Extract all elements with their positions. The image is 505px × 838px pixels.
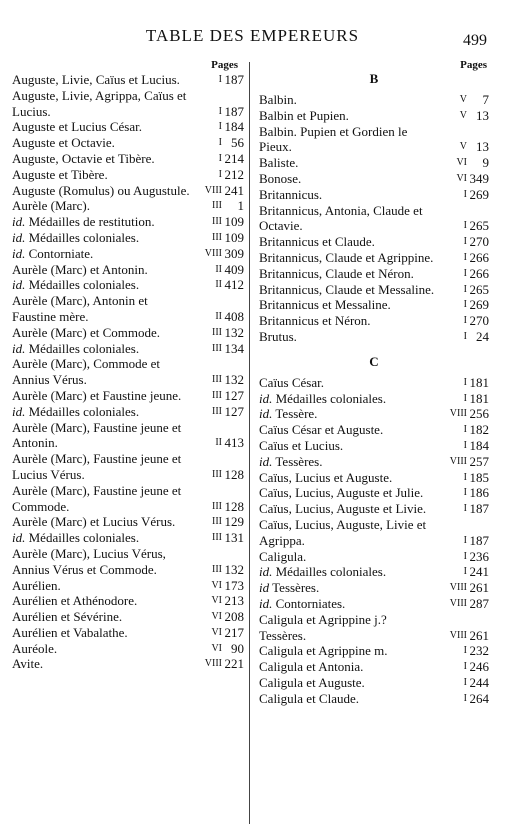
entry-text: Auguste et Lucius César. bbox=[12, 119, 142, 135]
entry-text: Caïus César. bbox=[259, 374, 324, 390]
index-entry bbox=[259, 187, 489, 203]
entry-page: 261 bbox=[469, 580, 489, 596]
entry-list bbox=[12, 72, 244, 672]
index-entry bbox=[12, 167, 244, 183]
entry-list bbox=[259, 375, 489, 707]
entry-page: 212 bbox=[224, 166, 244, 182]
entry-text: id. Médailles coloniales. bbox=[12, 340, 140, 356]
entry-volume: I bbox=[463, 283, 467, 295]
entry-text: Auguste, Octavie et Tibère. bbox=[12, 150, 155, 166]
index-entry bbox=[259, 422, 489, 438]
entry-text: id. Médailles coloniales. bbox=[259, 564, 387, 580]
entry-volume: I bbox=[463, 692, 467, 704]
column-divider bbox=[249, 62, 250, 824]
index-entry bbox=[259, 234, 489, 250]
index-entry bbox=[12, 151, 244, 167]
index-entry bbox=[259, 155, 489, 171]
entry-volume: III bbox=[212, 389, 222, 401]
entry-volume: I bbox=[463, 534, 467, 546]
entry-page: 182 bbox=[469, 422, 489, 438]
entry-page: 309 bbox=[224, 245, 244, 261]
entry-text: Aurèle (Marc), Faustine jeune et Lucius Vérus. bbox=[12, 451, 182, 482]
entry-page: 270 bbox=[469, 313, 489, 329]
pages-header: Pages bbox=[460, 59, 487, 71]
entry-text: Britannicus, Antonia, Claude et Octavie. bbox=[259, 202, 423, 234]
index-entry bbox=[12, 451, 244, 483]
index-entry bbox=[12, 246, 244, 262]
entry-volume: III bbox=[212, 200, 222, 212]
entry-volume: VIII bbox=[449, 455, 467, 467]
entry-text: id. Médailles coloniales. bbox=[12, 229, 140, 245]
entry-volume: II bbox=[215, 263, 222, 275]
entry-text: Baliste. bbox=[259, 155, 299, 171]
index-entry bbox=[259, 549, 489, 565]
entry-page: 266 bbox=[469, 249, 489, 265]
index-entry bbox=[12, 593, 244, 609]
entry-page: 413 bbox=[224, 435, 244, 451]
entry-volume: I bbox=[218, 74, 222, 85]
entry-text: Caligula et Agrippine j.? Tessères. bbox=[259, 611, 387, 643]
index-entry bbox=[12, 420, 244, 452]
page-title: TABLE DES EMPEREURS bbox=[145, 26, 360, 45]
entry-page: 266 bbox=[469, 265, 489, 281]
entry-page: 109 bbox=[224, 229, 244, 245]
entry-text: Caligula et Agrippine m. bbox=[259, 643, 388, 659]
entry-volume: I bbox=[463, 392, 467, 404]
entry-page: 7 bbox=[482, 92, 489, 107]
entry-page: 221 bbox=[224, 656, 244, 672]
entry-volume: I bbox=[463, 299, 467, 311]
entry-text: Auguste, Livie, Agrippa, Caïus et Lucius. bbox=[12, 87, 187, 119]
entry-text: Aurèle (Marc) et Antonin. bbox=[12, 261, 148, 277]
entry-page: 132 bbox=[224, 561, 244, 577]
entry-page: 214 bbox=[224, 150, 244, 166]
index-entry bbox=[259, 438, 489, 454]
entry-page: 265 bbox=[469, 281, 489, 297]
entry-page: 287 bbox=[469, 595, 489, 611]
entry-volume: VIII bbox=[449, 629, 467, 641]
entry-page: 56 bbox=[231, 135, 244, 151]
section-heading-c: C bbox=[369, 353, 379, 369]
entry-text: id. Contorniates. bbox=[259, 595, 346, 611]
entry-page: 244 bbox=[469, 674, 489, 690]
index-entry bbox=[259, 92, 489, 108]
entry-volume: III bbox=[212, 342, 222, 354]
entry-volume: I bbox=[463, 251, 467, 263]
index-entry bbox=[259, 691, 489, 707]
entry-volume: II bbox=[215, 279, 222, 291]
entry-volume: III bbox=[212, 468, 222, 480]
entry-text: Britannicus, Claude et Agrippine. bbox=[259, 249, 434, 265]
entry-volume: I bbox=[463, 330, 467, 342]
entry-volume: I bbox=[218, 137, 222, 149]
entry-volume: VI bbox=[211, 579, 222, 591]
index-entry bbox=[259, 659, 489, 675]
entry-volume: I bbox=[218, 152, 222, 164]
entry-text: Britannicus et Néron. bbox=[259, 313, 371, 329]
entry-volume: III bbox=[212, 563, 222, 575]
entry-page: 184 bbox=[224, 119, 244, 135]
index-entry bbox=[259, 501, 489, 517]
entry-text: id Tessères. bbox=[259, 580, 320, 596]
entry-page: 90 bbox=[231, 640, 244, 656]
section-heading-b: B bbox=[369, 71, 379, 86]
entry-page: 270 bbox=[469, 234, 489, 250]
entry-page: 173 bbox=[224, 577, 244, 593]
entry-volume: I bbox=[463, 439, 467, 451]
entry-volume: VI bbox=[211, 595, 222, 607]
index-entry bbox=[12, 119, 244, 135]
entry-text: Auguste (Romulus) ou Augustule. bbox=[12, 182, 190, 198]
entry-volume: I bbox=[463, 376, 467, 388]
entry-volume: VIII bbox=[204, 247, 222, 259]
entry-volume: III bbox=[212, 516, 222, 528]
entry-volume: I bbox=[463, 661, 467, 673]
entry-text: Avite. bbox=[12, 656, 44, 672]
entry-page: 408 bbox=[224, 308, 244, 324]
entry-text: Aurèle (Marc), Commode et Annius Vérus. bbox=[12, 356, 161, 388]
entry-text: Aurèle (Marc), Faustine jeune et Commode. bbox=[12, 482, 182, 514]
index-entry bbox=[12, 341, 244, 357]
index-entry bbox=[259, 375, 489, 391]
entry-text: Balbin. Pupien et Gordien le Pieux. bbox=[259, 123, 408, 155]
entry-text: Caligula et Auguste. bbox=[259, 674, 365, 690]
index-entry bbox=[12, 625, 244, 641]
entry-page: 187 bbox=[469, 532, 489, 548]
entry-text: Balbin. bbox=[259, 92, 297, 107]
index-entry bbox=[259, 675, 489, 691]
entry-text: Aurélien. bbox=[12, 577, 61, 593]
entry-page: 241 bbox=[469, 564, 489, 580]
entry-page: 134 bbox=[224, 340, 244, 356]
entry-text: id. Médailles coloniales. bbox=[259, 390, 387, 406]
entry-volume: I bbox=[218, 105, 222, 117]
entry-page: 269 bbox=[469, 186, 489, 202]
index-entry bbox=[259, 282, 489, 298]
entry-text: Aurélien et Athénodore. bbox=[12, 593, 138, 609]
entry-page: 349 bbox=[469, 170, 489, 186]
index-entry bbox=[12, 388, 244, 404]
entry-text: Aurèle (Marc), Antonin et Faustine mère. bbox=[12, 293, 148, 324]
entry-text: Caïus, Lucius, Auguste et Livie. bbox=[259, 501, 427, 517]
entry-volume: VI bbox=[211, 611, 222, 623]
index-entry bbox=[259, 108, 489, 124]
index-entry bbox=[259, 643, 489, 659]
entry-volume: II bbox=[215, 437, 222, 449]
entry-text: Aurèle (Marc), Faustine jeune et Antonin. bbox=[12, 419, 182, 451]
pages-header: Pages bbox=[211, 59, 238, 71]
entry-page: 181 bbox=[469, 390, 489, 406]
right-column bbox=[259, 58, 489, 706]
entry-volume: I bbox=[463, 424, 467, 436]
index-entry bbox=[259, 485, 489, 501]
entry-page: 232 bbox=[469, 643, 489, 659]
index-entry bbox=[259, 203, 489, 235]
entry-text: Aurèle (Marc). bbox=[12, 198, 90, 214]
entry-page: 132 bbox=[224, 324, 244, 340]
index-entry bbox=[12, 546, 244, 578]
entry-volume: VIII bbox=[449, 408, 467, 420]
entry-text: id. Tessère. bbox=[259, 406, 318, 422]
entry-volume: VI bbox=[211, 626, 222, 638]
entry-page: 409 bbox=[224, 261, 244, 277]
entry-page: 187 bbox=[469, 501, 489, 517]
entry-volume: VIII bbox=[449, 597, 467, 609]
index-entry bbox=[12, 530, 244, 546]
entry-page: 241 bbox=[224, 182, 244, 198]
entry-text: Aurèle (Marc) et Commode. bbox=[12, 324, 161, 340]
entry-volume: I bbox=[463, 676, 467, 688]
entry-text: Caïus, Lucius et Auguste. bbox=[259, 469, 393, 485]
index-entry bbox=[12, 641, 244, 657]
entry-text: Auréole. bbox=[12, 640, 58, 656]
left-column bbox=[12, 58, 244, 672]
index-entry bbox=[12, 514, 244, 530]
entry-page: 129 bbox=[224, 514, 244, 530]
entry-text: id. Médailles coloniales. bbox=[12, 277, 140, 293]
entry-page: 132 bbox=[224, 372, 244, 388]
index-entry bbox=[259, 406, 489, 422]
entry-text: id. Médailles coloniales. bbox=[12, 403, 140, 419]
entry-volume: I bbox=[218, 121, 222, 133]
entry-volume: I bbox=[463, 236, 467, 248]
entry-page: 257 bbox=[469, 453, 489, 469]
entry-page: 13 bbox=[476, 107, 489, 123]
entry-text: Aurèle (Marc) et Faustine jeune. bbox=[12, 387, 182, 403]
entry-text: Brutus. bbox=[259, 328, 297, 344]
entry-text: Britannicus. bbox=[259, 186, 323, 202]
index-entry bbox=[12, 483, 244, 515]
index-entry bbox=[12, 656, 244, 672]
entry-text: Bonose. bbox=[259, 170, 302, 186]
entry-page: 1 bbox=[237, 198, 244, 214]
index-entry bbox=[12, 183, 244, 199]
entry-text: Caligula et Antonia. bbox=[259, 659, 364, 675]
index-entry bbox=[259, 329, 489, 345]
entry-volume: I bbox=[463, 645, 467, 657]
index-entry bbox=[12, 293, 244, 325]
entry-text: Aurélien et Sévérine. bbox=[12, 609, 123, 625]
index-entry bbox=[12, 135, 244, 151]
entry-text: Britannicus et Claude. bbox=[259, 234, 375, 250]
index-entry bbox=[12, 325, 244, 341]
entry-page: 261 bbox=[469, 627, 489, 643]
entry-text: id. Médailles de restitution. bbox=[12, 214, 155, 230]
entry-text: Aurèle (Marc), Lucius Vérus, Annius Vérus et Commode. bbox=[12, 545, 166, 577]
entry-volume: I bbox=[463, 503, 467, 515]
entry-text: Balbin et Pupien. bbox=[259, 107, 349, 123]
index-entry bbox=[12, 88, 244, 120]
entry-page: 13 bbox=[476, 139, 489, 155]
index-entry bbox=[259, 313, 489, 329]
index-entry bbox=[12, 198, 244, 214]
entry-text: Auguste, Livie, Caïus et Lucius. bbox=[12, 72, 180, 87]
entry-text: Caïus, Lucius, Auguste, Livie et Agrippa. bbox=[259, 516, 427, 548]
entry-volume: I bbox=[463, 220, 467, 232]
entry-text: Caligula et Claude. bbox=[259, 690, 360, 706]
entry-text: Britannicus, Claude et Messaline. bbox=[259, 281, 435, 297]
entry-page: 9 bbox=[482, 155, 489, 171]
entry-volume: VI bbox=[456, 157, 467, 169]
entry-volume: VIII bbox=[449, 582, 467, 594]
entry-volume: III bbox=[212, 500, 222, 512]
entry-volume: I bbox=[463, 471, 467, 483]
entry-page: 269 bbox=[469, 297, 489, 313]
page-number: 499 bbox=[463, 32, 487, 49]
entry-volume: III bbox=[212, 231, 222, 243]
index-entry bbox=[12, 277, 244, 293]
entry-page: 181 bbox=[469, 374, 489, 390]
entry-volume: I bbox=[463, 566, 467, 578]
index-entry bbox=[259, 454, 489, 470]
index-entry bbox=[12, 356, 244, 388]
entry-text: Auguste et Tibère. bbox=[12, 166, 108, 182]
index-entry bbox=[259, 266, 489, 282]
entry-page: 208 bbox=[224, 609, 244, 625]
entry-text: id. Contorniate. bbox=[12, 245, 94, 261]
entry-page: 127 bbox=[224, 403, 244, 419]
entry-page: 127 bbox=[224, 387, 244, 403]
entry-volume: I bbox=[218, 168, 222, 180]
entry-page: 264 bbox=[469, 690, 489, 706]
entry-page: 24 bbox=[476, 328, 489, 344]
entry-page: 131 bbox=[224, 530, 244, 546]
entry-volume: III bbox=[212, 532, 222, 544]
index-entry bbox=[12, 609, 244, 625]
index-entry bbox=[259, 250, 489, 266]
entry-text: Aurélien et Vabalathe. bbox=[12, 624, 128, 640]
index-entry bbox=[12, 230, 244, 246]
index-entry bbox=[12, 214, 244, 230]
entry-page: 236 bbox=[469, 548, 489, 564]
entry-page: 256 bbox=[469, 406, 489, 422]
entry-page: 412 bbox=[224, 277, 244, 293]
entry-volume: III bbox=[212, 405, 222, 417]
entry-text: Caïus et Lucius. bbox=[259, 437, 344, 453]
entry-page: 187 bbox=[224, 72, 244, 87]
entry-volume: III bbox=[212, 374, 222, 386]
entry-text: Caïus César et Auguste. bbox=[259, 422, 384, 438]
index-entry bbox=[12, 72, 244, 88]
entry-page: 265 bbox=[469, 218, 489, 234]
entry-volume: III bbox=[212, 326, 222, 338]
index-entry bbox=[259, 580, 489, 596]
entry-text: Britannicus et Messaline. bbox=[259, 297, 391, 313]
entry-volume: I bbox=[463, 550, 467, 562]
index-entry bbox=[259, 171, 489, 187]
entry-volume: VIII bbox=[204, 658, 222, 670]
entry-page: 184 bbox=[469, 437, 489, 453]
index-entry bbox=[259, 564, 489, 580]
entry-volume: I bbox=[463, 315, 467, 327]
entry-volume: II bbox=[215, 310, 222, 322]
index-entry bbox=[259, 391, 489, 407]
entry-list bbox=[259, 92, 489, 345]
entry-volume: V bbox=[459, 141, 467, 153]
index-entry bbox=[259, 470, 489, 486]
entry-volume: III bbox=[212, 216, 222, 228]
entry-page: 128 bbox=[224, 466, 244, 482]
entry-page: 213 bbox=[224, 593, 244, 609]
entry-text: id. Médailles coloniales. bbox=[12, 530, 140, 546]
index-entry bbox=[12, 404, 244, 420]
entry-text: Aurèle (Marc) et Lucius Vérus. bbox=[12, 514, 176, 530]
entry-text: Caïus, Lucius, Auguste et Julie. bbox=[259, 485, 424, 501]
entry-volume: VI bbox=[211, 642, 222, 654]
entry-page: 128 bbox=[224, 498, 244, 514]
index-entry bbox=[259, 596, 489, 612]
entry-page: 246 bbox=[469, 659, 489, 675]
entry-volume: V bbox=[459, 109, 467, 121]
entry-volume: I bbox=[463, 188, 467, 200]
entry-volume: I bbox=[463, 267, 467, 279]
index-entry bbox=[259, 517, 489, 549]
entry-page: 187 bbox=[224, 103, 244, 119]
entry-page: 217 bbox=[224, 624, 244, 640]
entry-volume: I bbox=[463, 487, 467, 499]
entry-text: id. Tessères. bbox=[259, 453, 323, 469]
entry-page: 186 bbox=[469, 485, 489, 501]
entry-volume: VIII bbox=[204, 184, 222, 196]
entry-page: 185 bbox=[469, 469, 489, 485]
index-entry bbox=[259, 297, 489, 313]
entry-text: Caligula. bbox=[259, 548, 307, 564]
entry-volume: V bbox=[459, 94, 467, 105]
index-entry bbox=[12, 262, 244, 278]
entry-text: Britannicus, Claude et Néron. bbox=[259, 265, 414, 281]
index-entry bbox=[12, 578, 244, 594]
entry-text: Auguste et Octavie. bbox=[12, 135, 115, 151]
index-entry bbox=[259, 124, 489, 156]
index-entry bbox=[259, 612, 489, 644]
entry-page: 109 bbox=[224, 214, 244, 230]
entry-volume: VI bbox=[456, 172, 467, 184]
